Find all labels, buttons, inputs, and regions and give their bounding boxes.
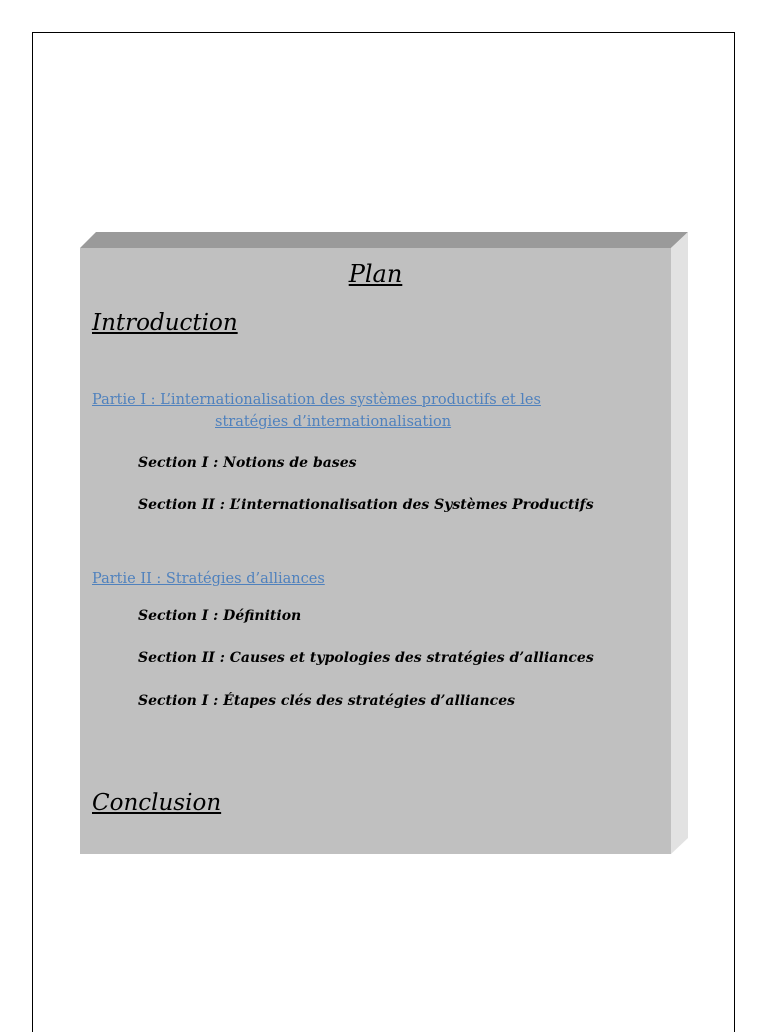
section-2-3: Section I : Étapes clés des stratégies d’alliances — [138, 693, 515, 709]
introduction-heading: Introduction — [92, 310, 238, 336]
plan-title: Plan — [348, 260, 403, 288]
partie-1-link-cont[interactable]: stratégies d’internationalisation — [215, 414, 452, 430]
section-2-2: Section II : Causes et typologies des stratégies d’alliances — [138, 650, 594, 666]
section-1-2: Section II : L’internationalisation des Systèmes Productifs — [138, 497, 594, 513]
partie-2-link[interactable]: Partie II : Stratégies d’alliances — [92, 571, 325, 587]
section-1-1: Section I : Notions de bases — [138, 455, 357, 471]
section-2-1: Section I : Définition — [138, 608, 302, 624]
box-top-edge — [80, 232, 688, 248]
partie-1-link[interactable]: Partie I : L’internationalisation des systèmes productifs et les — [92, 392, 541, 408]
plan-box — [80, 248, 671, 854]
box-side-edge — [671, 232, 688, 854]
conclusion-heading: Conclusion — [92, 790, 222, 816]
